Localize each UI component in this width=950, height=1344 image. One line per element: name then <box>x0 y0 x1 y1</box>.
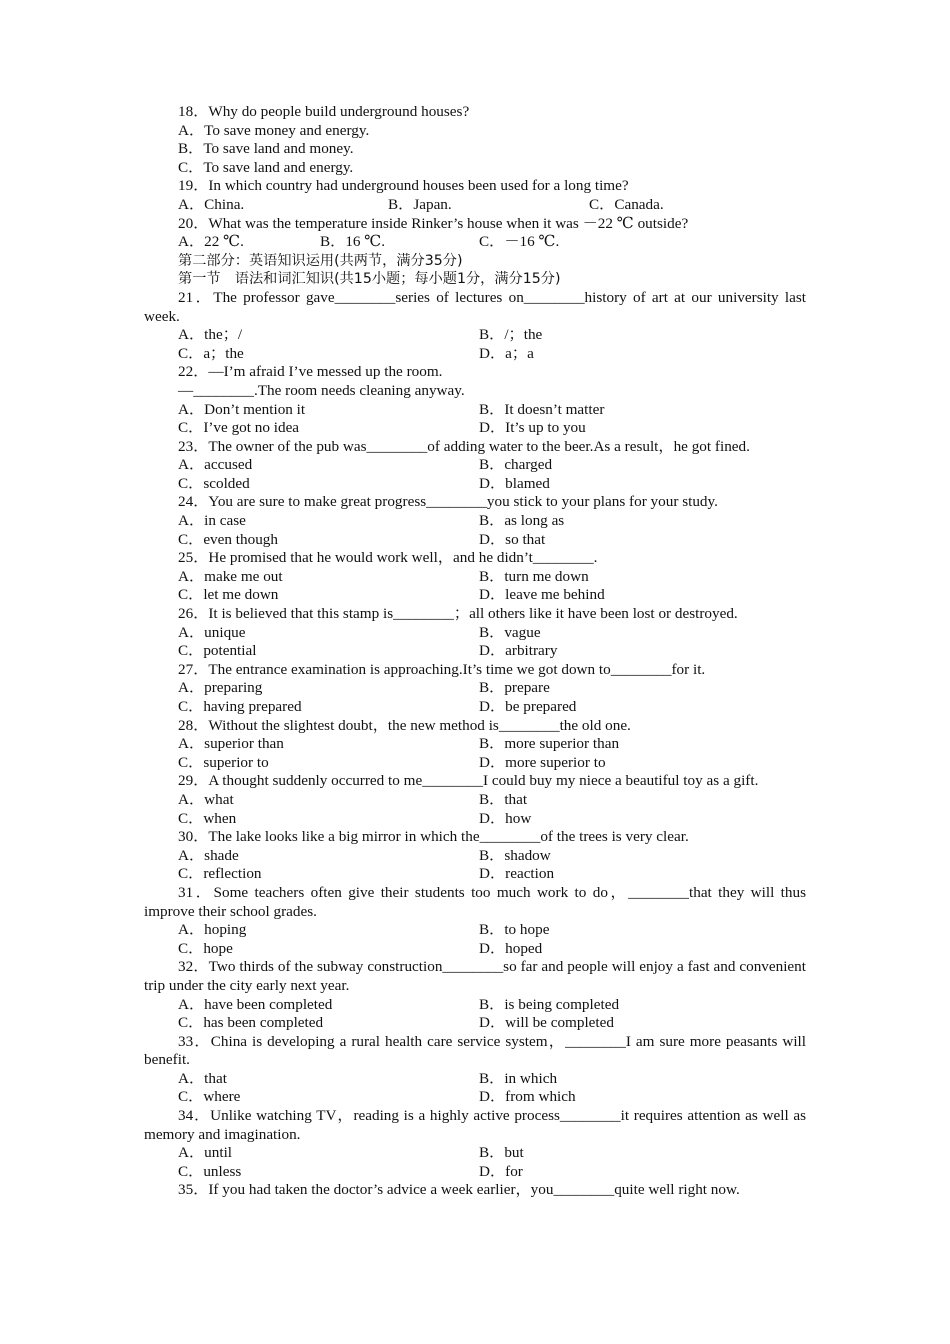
question-22: 22．—I’m afraid I’ve messed up the room. <box>178 363 443 381</box>
option-a: A．unique <box>178 623 246 641</box>
option-b: B．that <box>479 790 528 808</box>
option-a: A．shade <box>178 846 239 864</box>
question-19: 19．In which country had underground houses been used for a long time? <box>178 177 629 195</box>
option-d: D．a；a <box>479 344 534 362</box>
option-d: D．from which <box>479 1088 576 1106</box>
option-b: B．prepare <box>479 679 550 697</box>
options-row <box>144 568 806 587</box>
option-c: C．potential <box>178 642 257 660</box>
option-d: D．will be completed <box>479 1014 614 1032</box>
question-35: 35．If you had taken the doctor’s advice a week earlier，you________quite well right now. <box>178 1181 740 1199</box>
option-b: B．to hope <box>479 921 550 939</box>
options-row <box>144 865 806 884</box>
options-row <box>144 847 806 866</box>
options-row <box>144 586 806 605</box>
option-c: C．unless <box>178 1162 242 1180</box>
option-c: C．let me down <box>178 586 279 604</box>
question-28: 28．Without the slightest doubt，the new method is________the old one. <box>178 716 631 734</box>
options-row <box>144 940 806 959</box>
option-c: C．To save land and energy. <box>178 158 354 176</box>
option-b: B．turn me down <box>479 567 589 585</box>
option-c: C．scolded <box>178 474 250 492</box>
options-row <box>144 1014 806 1033</box>
options-row <box>144 642 806 661</box>
option-b: B．To save land and money. <box>178 140 354 158</box>
options-row <box>144 233 806 252</box>
options-row <box>144 456 806 475</box>
option-c: C．superior to <box>178 753 269 771</box>
option-c: C．reflection <box>178 865 262 883</box>
option-b: B．but <box>479 1144 524 1162</box>
option-a: A．until <box>178 1144 233 1162</box>
options-row <box>144 326 806 345</box>
options-row <box>144 419 806 438</box>
question-23: 23．The owner of the pub was________of adding water to the beer.As a result，he got fined. <box>178 437 750 455</box>
options-row <box>144 754 806 773</box>
options-row <box>144 810 806 829</box>
question-18: 18．Why do people build underground houses? <box>178 103 470 120</box>
option-a: A．22 ℃. <box>178 233 244 251</box>
option-c: C．hope <box>178 939 233 957</box>
question-20: 20．What was the temperature inside Rinker’s house when it was －22 ℃ outside? <box>178 214 689 232</box>
options-row <box>144 921 806 940</box>
options-row <box>144 1070 806 1089</box>
option-a: A．have been completed <box>178 995 333 1013</box>
question-33: 33．China is developing a rural health care service system，________I am sure more peasants will benefit. <box>144 1032 806 1069</box>
option-b: B．charged <box>479 456 553 474</box>
option-b: B．vague <box>479 623 541 641</box>
options-row <box>144 1163 806 1182</box>
option-d: D．how <box>479 809 532 827</box>
options-row <box>144 401 806 420</box>
option-c: C．even though <box>178 530 278 548</box>
option-a: A．hoping <box>178 921 247 939</box>
option-c: C．having prepared <box>178 698 302 715</box>
options-row <box>144 531 806 550</box>
options-row <box>144 475 806 494</box>
option-d: D．It’s up to you <box>479 419 586 437</box>
option-a: A．make me out <box>178 567 283 585</box>
option-b: B．as long as <box>479 512 565 530</box>
option-c: C．when <box>178 809 237 827</box>
option-b: B．more superior than <box>479 735 620 753</box>
option-c: C．－16 ℃. <box>479 233 560 251</box>
options-row <box>144 791 806 810</box>
option-b: B．It doesn’t matter <box>479 400 605 418</box>
option-d: D．leave me behind <box>479 586 605 604</box>
option-a: A．what <box>178 790 234 808</box>
options-row <box>144 679 806 698</box>
option-b: B．is being completed <box>479 995 620 1013</box>
question-31: 31．Some teachers often give their students too much work to do，________that they will thus improve their school grades. <box>144 883 806 920</box>
option-c: C．has been completed <box>178 1014 324 1032</box>
question-24: 24．You are sure to make great progress________you stick to your plans for your study. <box>178 493 718 511</box>
part-heading: 第二部分：英语知识运用(共两节，满分35分) <box>178 252 463 269</box>
option-c: C．Canada. <box>589 195 664 213</box>
option-c: C．a；the <box>178 344 244 362</box>
question-21: 21．The professor gave________series of lectures on________history of art at our university last week. <box>144 288 806 325</box>
option-a: A．the；/ <box>178 326 243 344</box>
option-b: B．/；the <box>479 326 543 344</box>
question-30: 30．The lake looks like a big mirror in which the________of the trees is very clear. <box>178 828 689 846</box>
options-row <box>144 345 806 364</box>
question-32: 32．Two thirds of the subway construction________so far and people will enjoy a fast and convenient trip under the city early next year. <box>144 958 806 994</box>
options-row <box>144 1088 806 1107</box>
option-b: B．in which <box>479 1069 558 1087</box>
options-row <box>144 512 806 531</box>
option-a: A．that <box>178 1069 227 1087</box>
option-d: D．for <box>479 1162 523 1180</box>
option-a: A．Don’t mention it <box>178 400 306 418</box>
question-29: 29．A thought suddenly occurred to me________I could buy my niece a beautiful toy as a gift. <box>178 772 759 790</box>
option-b: B．16 ℃. <box>320 233 386 251</box>
option-b: B．Japan. <box>388 195 452 213</box>
option-d: D．blamed <box>479 474 550 492</box>
question-34: 34．Unlike watching TV，reading is a highly active process________it requires attention as well as memory and imagination. <box>144 1107 806 1143</box>
option-d: D．be prepared <box>479 698 577 715</box>
question-26: 26．It is believed that this stamp is________；all others like it have been lost or destroyed. <box>178 605 738 623</box>
option-d: D．so that <box>479 530 546 548</box>
options-row <box>144 735 806 754</box>
option-a: A．in case <box>178 512 246 530</box>
exam-page <box>144 103 806 1200</box>
option-c: C．I’ve got no idea <box>178 419 300 437</box>
options-row <box>144 196 806 215</box>
option-a: A．preparing <box>178 679 263 697</box>
question-22-reply: —________.The room needs cleaning anyway. <box>178 381 465 399</box>
option-a: A．accused <box>178 456 253 474</box>
option-d: D．arbitrary <box>479 642 558 660</box>
option-d: D．hoped <box>479 939 543 957</box>
option-a: A．China. <box>178 195 245 213</box>
option-d: D．more superior to <box>479 753 606 771</box>
question-25: 25．He promised that he would work well，and he didn’t________. <box>178 549 598 567</box>
option-a: A．To save money and energy. <box>178 121 370 139</box>
option-d: D．reaction <box>479 865 555 883</box>
options-row <box>144 698 806 717</box>
option-a: A．superior than <box>178 735 284 753</box>
options-row <box>144 624 806 643</box>
option-b: B．shadow <box>479 846 551 864</box>
section-heading: 第一节 语法和词汇知识(共15小题；每小题1分，满分15分) <box>178 271 561 288</box>
question-27: 27．The entrance examination is approaching.It’s time we got down to________for it. <box>178 660 706 678</box>
options-row <box>144 1144 806 1163</box>
option-c: C．where <box>178 1088 241 1106</box>
options-row <box>144 996 806 1015</box>
